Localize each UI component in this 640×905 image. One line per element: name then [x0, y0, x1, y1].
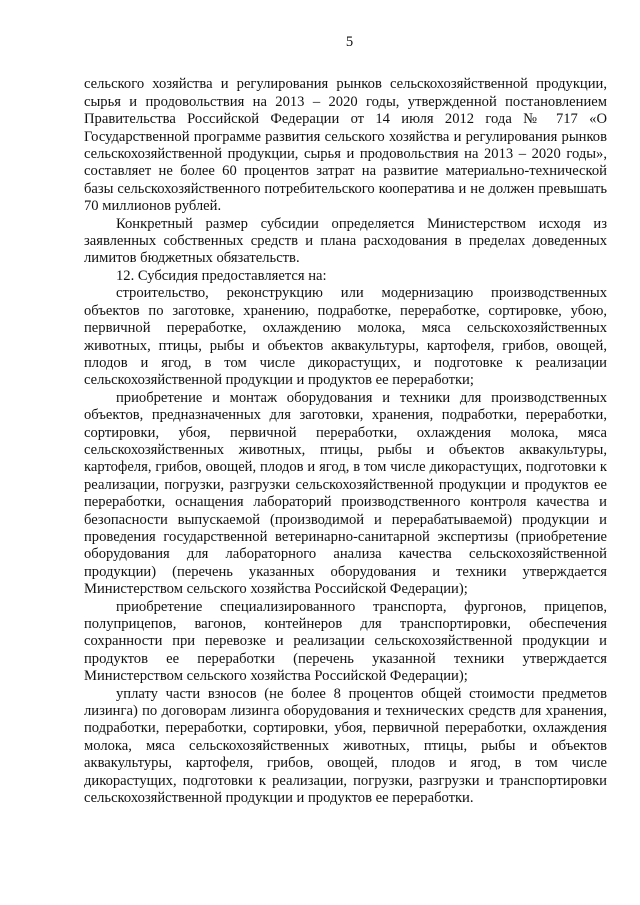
paragraph: 12. Субсидия предоставляется на:: [116, 267, 327, 284]
page-number: 5: [345, 34, 354, 50]
paragraph: приобретение специализированного транспорта, фургонов, прицепов, полуприцепов, вагонов, контейнеров для транспортировки, обеспечения сохранности при перевозке и реализации сельскохозяйственной продукции и продуктов ее переработки (перечень указанной техники утверждается Министерством сельского хозяйства Российской Федерации);: [84, 598, 607, 685]
paragraph: приобретение и монтаж оборудования и техники для производственных объектов, предназначенных для заготовки, хранения, подработки, переработки, сортировки, убоя, первичной переработки, охлаждения молока, мяса сельскохозяйственных животных, птицы, рыбы и объектов аквакультуры, картофеля, грибов, овощей, плодов и ягод, в том числе дикорастущих, подготовки к реализации, погрузки, разгрузки сельскохозяйственной продукции и продуктов ее переработки, оснащения лабораторий производственного контроля качества и безопасности выпускаемой (производимой и перерабатываемой) продукции и проведения государственной ветеринарно-санитарной экспертизы (приобретение оборудования для лабораторного анализа качества сельскохозяйственной продукции) (перечень указанных оборудования и техники утверждается Министерством сельского хозяйства Российской Федерации);: [84, 389, 607, 598]
paragraph: Конкретный размер субсидии определяется Министерством исходя из заявленных собственных средств и плана расходования в пределах доведенных лимитов бюджетных обязательств.: [84, 215, 607, 267]
paragraph: сельского хозяйства и регулирования рынков сельскохозяйственной продукции, сырья и продовольствия на 2013 – 2020 годы, утвержденной постановлением Правительства Российской Федерации от 14 июля 2012 года № 717 «О Государственной программе развития сельского хозяйства и регулирования рынков сельскохозяйственной продукции, сырья и продовольствия на 2013 – 2020 годы», составляет не более 60 процентов затрат на развитие материально-технической базы сельскохозяйственного потребительского кооператива и не должен превышать 70 миллионов рублей.: [84, 76, 607, 215]
paragraph: уплату части взносов (не более 8 процентов общей стоимости предметов лизинга) по договорам лизинга оборудования и технических средств для хранения, подработки, переработки, сортировки, убоя, первичной переработки, охлаждения молока, мяса сельскохозяйственных животных, птицы, рыбы и объектов аквакультуры, картофеля, грибов, овощей, плодов и ягод, в том числе дикорастущих, подготовки к реализации, погрузки, разгрузки и транспортировки сельскохозяйственной продукции и продуктов ее переработки.: [84, 685, 607, 807]
document-body: [84, 76, 607, 807]
paragraph: строительство, реконструкцию или модернизацию производственных объектов по заготовке, хранению, подработке, переработке, сортировке, убою, первичной переработке, охлаждению молока, мяса сельскохозяйственных животных, птицы, рыбы и объектов аквакультуры, картофеля, грибов, овощей, плодов и ягод, в том числе дикорастущих, и подготовке к реализации сельскохозяйственной продукции и продуктов ее переработки;: [84, 285, 607, 389]
